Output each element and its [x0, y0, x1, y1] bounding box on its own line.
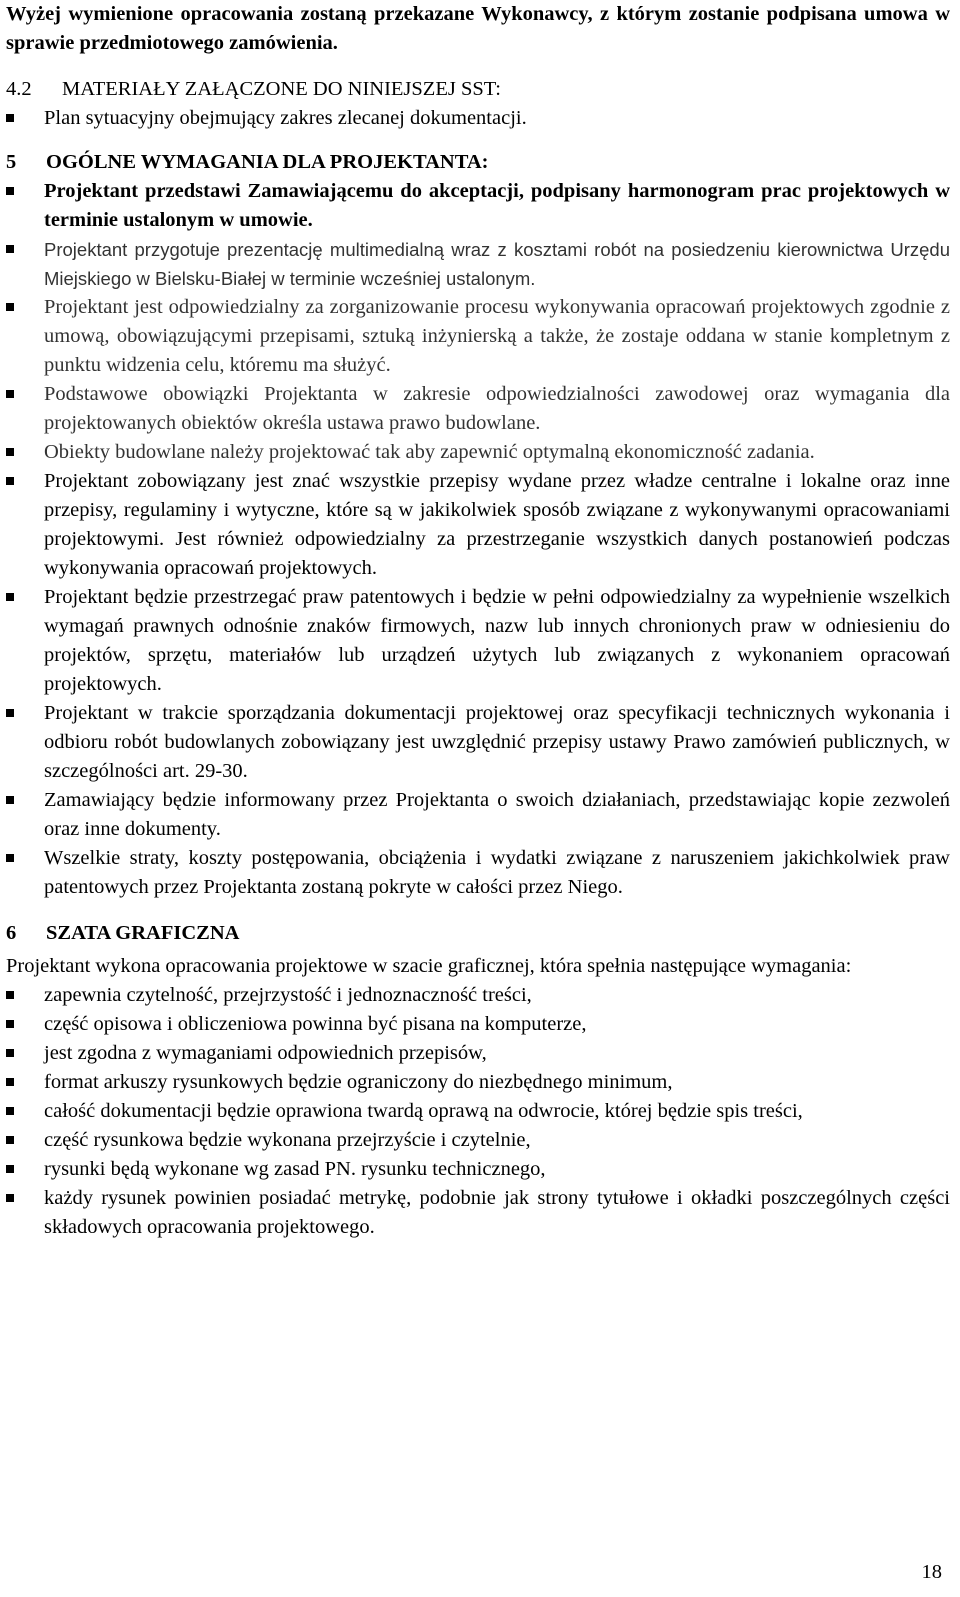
list-item-text: Zamawiający będzie informowany przez Projektanta o swoich działaniach, przedstawiając kopie zezwoleń oraz inne dokumenty. [44, 789, 950, 840]
section-title: MATERIAŁY ZAŁĄCZONE DO NINIEJSZEJ SST: [62, 78, 501, 100]
document-page [6, 0, 950, 1242]
list-item [6, 235, 950, 293]
list-item [6, 104, 950, 133]
section-title: OGÓLNE WYMAGANIA DLA PROJEKTANTA: [46, 151, 489, 173]
square-bullet-icon [6, 187, 14, 195]
list-item [6, 1068, 950, 1097]
section-6-heading [6, 919, 950, 948]
square-bullet-icon [6, 1020, 14, 1028]
list-item-text: Projektant jest odpowiedzialny za zorganizowanie procesu wykonywania opracowań projektowych zgodnie z umową, obowiązującymi przepisami, sztuką inżynierską a także, że zostaje oddana w stanie kompletnym z punktu widzenia celu, któremu ma służyć. [44, 296, 950, 376]
list-item [6, 1039, 950, 1068]
list-item-text: zapewnia czytelność, przejrzystość i jednoznaczność treści, [44, 984, 532, 1006]
list-item-text: część rysunkowa będzie wykonana przejrzyście i czytelnie, [44, 1129, 531, 1151]
list-item-text: Projektant w trakcie sporządzania dokumentacji projektowej oraz specyfikacji technicznych wykonania i odbioru robót budowlanych zobowiązany jest uwzględnić przepisy ustawy Prawo zamówień publicznych, w szczególności art. 29-30. [44, 702, 950, 782]
square-bullet-icon [6, 1078, 14, 1086]
square-bullet-icon [6, 1049, 14, 1057]
list-item-text: Podstawowe obowiązki Projektanta w zakresie odpowiedzialności zawodowej oraz wymagania dla projektowanych obiektów określa ustawa prawo budowlane. [44, 383, 950, 434]
section-6-list [6, 981, 950, 1242]
page-number: 18 [921, 1561, 942, 1583]
section-number: 5 [6, 151, 17, 173]
square-bullet-icon [6, 114, 14, 122]
list-item [6, 438, 950, 467]
square-bullet-icon [6, 796, 14, 804]
list-item-text: Projektant będzie przestrzegać praw patentowych i będzie w pełni odpowiedzialny za wypełnienie wszelkich wymagań prawnych odnośnie znaków firmowych, nazw lub innych chronionych praw w odniesieniu do projektów, sprzętu, materiałów lub urządzeń użytych lub związanych z wykonaniem opracowań projektowych. [44, 586, 950, 695]
list-item-text: format arkuszy rysunkowych będzie ograniczony do niezbędnego minimum, [44, 1071, 673, 1093]
list-item-text: Projektant przedstawi Zamawiającemu do akceptacji, podpisany harmonogram prac projektowych w terminie ustalonym w umowie. [44, 180, 950, 231]
square-bullet-icon [6, 1136, 14, 1144]
square-bullet-icon [6, 709, 14, 717]
section-6-intro: Projektant wykona opracowania projektowe w szacie graficznej, która spełnia następujące wymagania: [6, 955, 852, 977]
list-item [6, 380, 950, 438]
list-item [6, 699, 950, 786]
section-5-list [6, 177, 950, 902]
square-bullet-icon [6, 1194, 14, 1202]
square-bullet-icon [6, 1107, 14, 1115]
list-item [6, 1126, 950, 1155]
list-item-text: Projektant przygotuje prezentację multimedialną wraz z kosztami robót na posiedzeniu kierownictwa Urzędu Miejskiego w Bielsku-Białej w terminie wcześniej ustalonym. [44, 239, 950, 289]
intro-paragraph: Wyżej wymienione opracowania zostaną przekazane Wykonawcy, z którym zostanie podpisana umowa w sprawie przedmiotowego zamówienia. [6, 3, 950, 54]
list-item-text: każdy rysunek powinien posiadać metrykę, podobnie jak strony tytułowe i okładki poszczególnych części składowych opracowania projektowego. [44, 1187, 950, 1238]
list-item-text: jest zgodna z wymaganiami odpowiednich przepisów, [44, 1042, 487, 1064]
section-number: 4.2 [6, 78, 32, 100]
section-title: SZATA GRAFICZNA [46, 922, 240, 944]
list-item [6, 293, 950, 380]
section-5-heading [6, 148, 950, 177]
list-item-text: część opisowa i obliczeniowa powinna być pisana na komputerze, [44, 1013, 587, 1035]
section-4-2-heading [6, 75, 950, 104]
list-item [6, 981, 950, 1010]
list-item [6, 844, 950, 902]
list-item-text: Projektant zobowiązany jest znać wszystkie przepisy wydane przez władze centralne i lokalne oraz inne przepisy, regulaminy i wytyczne, które są w jakikolwiek sposób związane z wykonywanymi opracowaniami projektowymi. Jest również odpowiedzialny za przestrzeganie wszystkich danych postanowień podczas wykonywania opracowań projektowych. [44, 470, 950, 579]
square-bullet-icon [6, 593, 14, 601]
square-bullet-icon [6, 477, 14, 485]
section-4-2-list [6, 104, 950, 133]
list-item [6, 1155, 950, 1184]
square-bullet-icon [6, 854, 14, 862]
list-item [6, 583, 950, 699]
list-item [6, 1010, 950, 1039]
list-item [6, 177, 950, 235]
list-item-text: całość dokumentacji będzie oprawiona twardą oprawą na odwrocie, której będzie spis treści, [44, 1100, 803, 1122]
list-item-text: Plan sytuacyjny obejmujący zakres zlecanej dokumentacji. [44, 107, 527, 129]
square-bullet-icon [6, 1165, 14, 1173]
square-bullet-icon [6, 991, 14, 999]
list-item [6, 1184, 950, 1242]
section-number: 6 [6, 922, 17, 944]
square-bullet-icon [6, 245, 14, 253]
list-item-text: Wszelkie straty, koszty postępowania, obciążenia i wydatki związane z naruszeniem jakichkolwiek praw patentowych przez Projektanta zostaną pokryte w całości przez Niego. [44, 847, 950, 898]
list-item [6, 786, 950, 844]
square-bullet-icon [6, 448, 14, 456]
list-item-text: rysunki będą wykonane wg zasad PN. rysunku technicznego, [44, 1158, 546, 1180]
square-bullet-icon [6, 390, 14, 398]
square-bullet-icon [6, 303, 14, 311]
list-item [6, 1097, 950, 1126]
list-item-text: Obiekty budowlane należy projektować tak aby zapewnić optymalną ekonomiczność zadania. [44, 441, 815, 463]
list-item [6, 467, 950, 583]
